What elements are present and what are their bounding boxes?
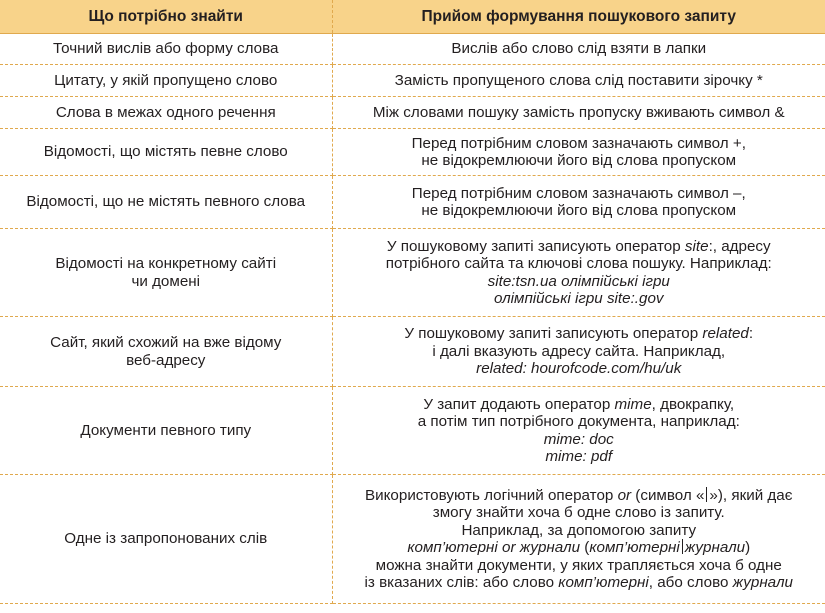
row-what-cell: Відомості, що не містять певного слова <box>0 176 332 229</box>
row-what-cell: Документи певного типу <box>0 387 332 475</box>
example-text: журнали <box>732 574 793 591</box>
row-what-cell <box>0 229 332 317</box>
example-text: журнали <box>684 539 746 556</box>
row-what-line: веб-адресу <box>126 351 206 369</box>
example-text: олімпійські ігри site:.gov <box>493 290 664 307</box>
operator-site: site <box>684 237 709 255</box>
example-text: комп’ютерні or журнали <box>407 539 581 556</box>
row-how-line <box>339 325 820 343</box>
example-text: related: hourofcode.com/hu/uk <box>476 360 682 378</box>
row-what-cell: Слова в межах одного речення <box>0 97 332 129</box>
table-row <box>0 65 825 97</box>
example-text: комп’ютерні <box>558 574 649 591</box>
row-how-line: і далі вказують адресу сайта. Наприклад, <box>432 342 726 360</box>
example-query <box>339 448 820 466</box>
text-run: У пошуковому запиті записують оператор <box>386 237 685 255</box>
row-how-line: а потім тип потрібного документа, наприклад: <box>417 413 740 430</box>
table-row <box>0 34 825 65</box>
example-query <box>339 360 820 378</box>
row-how-line <box>339 238 820 256</box>
table-row <box>0 387 825 475</box>
table-row <box>0 475 825 604</box>
row-what-cell: Точний вислів або форму слова <box>0 34 332 65</box>
row-what-line: Відомості на конкретному сайті <box>55 255 277 272</box>
row-how-line <box>339 574 820 592</box>
example-query <box>339 290 820 308</box>
row-how-line: Перед потрібним словом зазначають символ +, <box>411 134 746 152</box>
row-how-line: не відокремлюючи його від слова пропуском <box>421 152 737 169</box>
text-run: : <box>748 325 754 343</box>
table-row <box>0 229 825 317</box>
row-how-line <box>339 487 820 505</box>
row-how-cell: Вислів або слово слід взяти в лапки <box>332 34 825 65</box>
text-run: із вказаних слів: або слово <box>364 574 559 591</box>
example-text: site:tsn.ua олімпійські ігри <box>487 272 670 290</box>
text-run: ( <box>580 539 590 556</box>
pipe-symbol-icon <box>682 539 683 554</box>
text-run: »), який дає <box>709 486 793 504</box>
table-row <box>0 317 825 387</box>
row-how-cell <box>332 129 825 176</box>
table-row <box>0 129 825 176</box>
row-how-cell <box>332 229 825 317</box>
operator-mime: mime <box>614 395 652 413</box>
row-how-line: можна знайти документи, у яких трапляється хоча б одне <box>375 556 782 574</box>
example-text: mime: doc <box>543 430 614 448</box>
row-how-line: Перед потрібним словом зазначають символ –, <box>411 184 746 202</box>
example-text: mime: pdf <box>545 448 613 465</box>
text-run: , двокрапку, <box>651 395 735 413</box>
operator-related: related <box>702 325 749 343</box>
example-query <box>339 539 820 557</box>
text-run: , або слово <box>648 574 733 591</box>
row-what-cell <box>0 317 332 387</box>
table-row <box>0 176 825 229</box>
row-how-line <box>339 396 820 414</box>
row-what-cell: Цитату, у якій пропущено слово <box>0 65 332 97</box>
text-run: Використовують логічний оператор <box>365 486 618 504</box>
text-run: У запит додають оператор <box>423 395 615 413</box>
operator-or: or <box>617 486 632 504</box>
row-how-cell <box>332 317 825 387</box>
row-what-line: чи домені <box>131 272 201 290</box>
header-query-technique: Прийом формування пошукового запиту <box>332 0 825 34</box>
example-query <box>339 431 820 449</box>
pipe-symbol-icon <box>706 487 707 502</box>
row-how-cell <box>332 387 825 475</box>
text-run: :, адресу <box>708 237 771 255</box>
text-run: (символ « <box>631 486 705 504</box>
row-what-cell: Відомості, що містять певне слово <box>0 129 332 176</box>
text-run: У пошуковому запиті записують оператор <box>404 325 703 343</box>
header-what-to-find: Що потрібно знайти <box>0 0 332 34</box>
table-header-row <box>0 0 825 34</box>
row-how-line: Наприклад, за допомогою запиту <box>461 521 697 539</box>
example-text: комп’ютерні <box>589 539 680 556</box>
row-how-cell <box>332 475 825 604</box>
row-what-cell: Одне із запропонованих слів <box>0 475 332 604</box>
row-how-line: змогу знайти хоча б одне слово із запиту. <box>432 504 725 521</box>
row-how-line: не відокремлюючи його від слова пропуском <box>421 202 737 219</box>
row-how-cell: Замість пропущеного слова слід поставити зірочку * <box>332 65 825 97</box>
row-how-cell <box>332 176 825 229</box>
row-what-line: Сайт, який схожий на вже відому <box>50 334 282 351</box>
table-row <box>0 97 825 129</box>
row-how-cell: Між словами пошуку замість пропуску вживають символ & <box>332 97 825 129</box>
example-query <box>339 273 820 291</box>
row-how-line: потрібного сайта та ключові слова пошуку. Наприклад: <box>385 255 772 272</box>
text-run: ) <box>745 539 751 556</box>
